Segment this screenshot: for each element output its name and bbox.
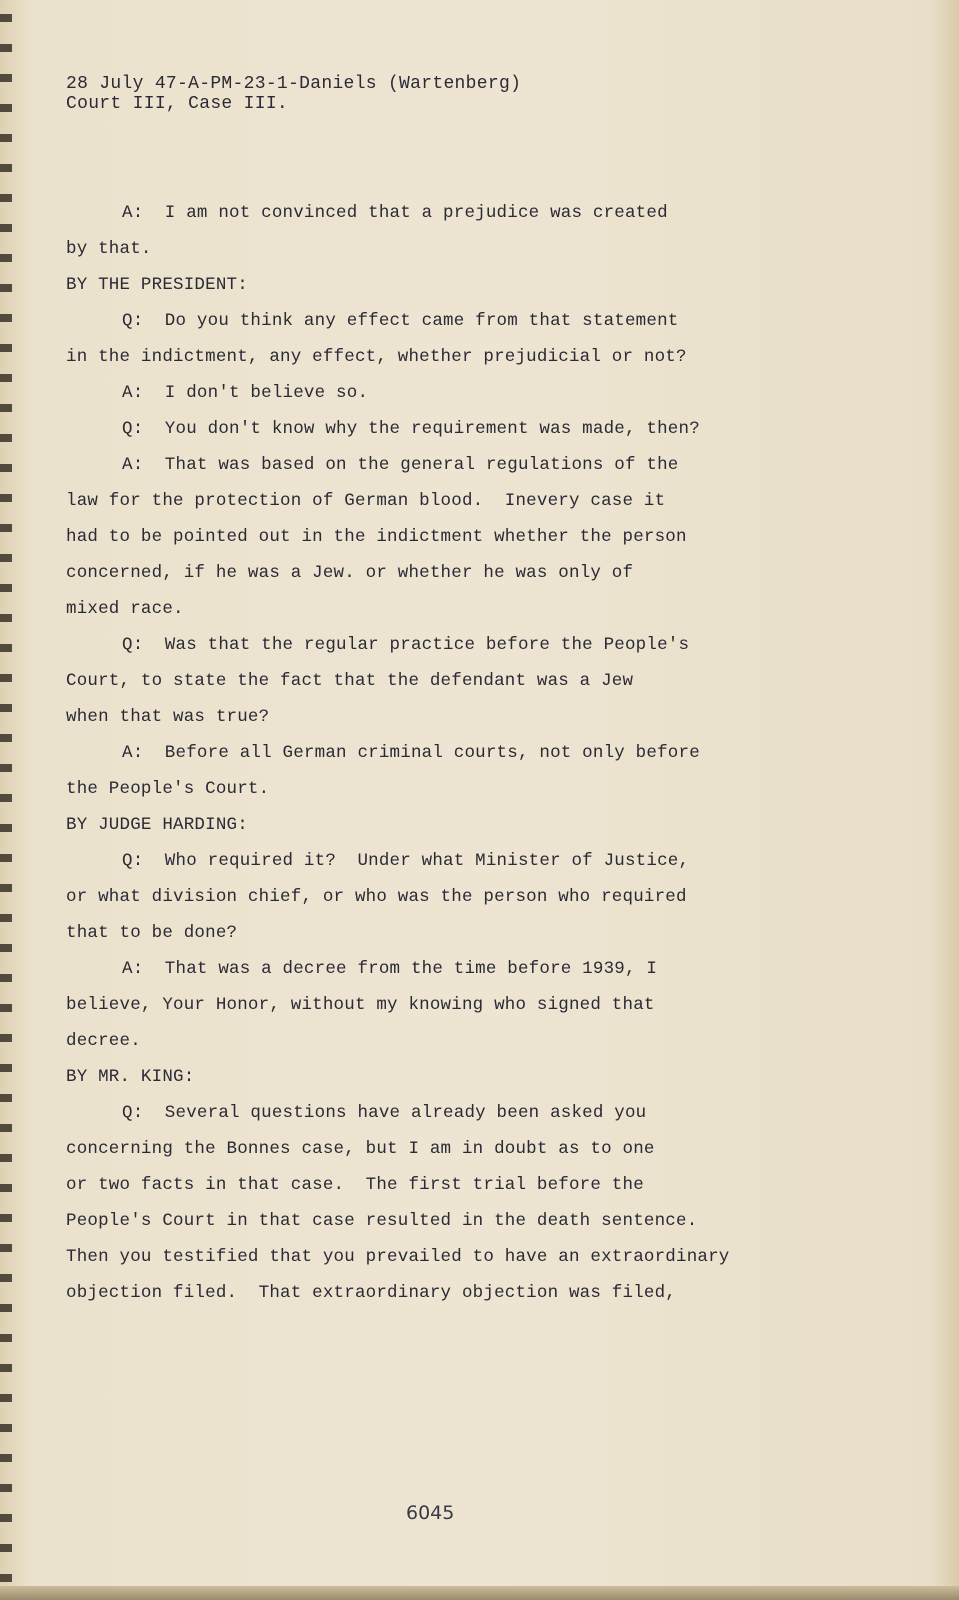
- answer-line: A: I am not convinced that a prejudice was created: [122, 203, 668, 223]
- text-line: decree.: [66, 1031, 141, 1051]
- text-line: or two facts in that case. The first trial before the: [66, 1175, 644, 1195]
- answer-line: A: I don't believe so.: [122, 383, 369, 403]
- page-number: 6045: [406, 1502, 455, 1524]
- text-line: objection filed. That extraordinary objection was filed,: [66, 1283, 676, 1303]
- question-line: Q: You don't know why the requirement was made, then?: [122, 419, 700, 439]
- question-line: Q: Several questions have already been asked you: [122, 1103, 647, 1123]
- text-line: had to be pointed out in the indictment whether the person: [66, 527, 687, 547]
- text-line: or what division chief, or who was the person who required: [66, 887, 687, 907]
- question-line: Q: Who required it? Under what Minister of Justice,: [122, 851, 690, 871]
- answer-line: A: That was a decree from the time before 1939, I: [122, 959, 658, 979]
- header-line-1: 28 July 47-A-PM-23-1-Daniels (Wartenberg): [66, 74, 522, 94]
- question-line: Q: Was that the regular practice before the People's: [122, 635, 690, 655]
- header-line-2: Court III, Case III.: [66, 94, 289, 114]
- transcript-body: [66, 195, 866, 1311]
- text-line: believe, Your Honor, without my knowing who signed that: [66, 995, 655, 1015]
- speaker-heading: BY JUDGE HARDING:: [66, 815, 248, 835]
- speaker-heading: BY THE PRESIDENT:: [66, 275, 248, 295]
- text-line: Court, to state the fact that the defendant was a Jew: [66, 671, 634, 691]
- text-line: law for the protection of German blood. Inevery case it: [66, 491, 666, 511]
- text-line: when that was true?: [66, 707, 270, 727]
- answer-line: A: Before all German criminal courts, not only before: [122, 743, 700, 763]
- text-line: concerning the Bonnes case, but I am in doubt as to one: [66, 1139, 655, 1159]
- question-line: Q: Do you think any effect came from that statement: [122, 311, 679, 331]
- transcript-header: [66, 74, 521, 114]
- text-line: by that.: [66, 239, 152, 259]
- page-bottom-edge: [0, 1586, 959, 1600]
- text-line: Then you testified that you prevailed to have an extraordinary: [66, 1247, 730, 1267]
- text-line: the People's Court.: [66, 779, 270, 799]
- text-line: People's Court in that case resulted in the death sentence.: [66, 1211, 698, 1231]
- speaker-heading: BY MR. KING:: [66, 1067, 195, 1087]
- binder-holes: [0, 0, 12, 1600]
- text-line: that to be done?: [66, 923, 238, 943]
- answer-line: A: That was based on the general regulations of the: [122, 455, 679, 475]
- text-line: mixed race.: [66, 599, 184, 619]
- text-line: concerned, if he was a Jew. or whether he was only of: [66, 563, 634, 583]
- text-line: in the indictment, any effect, whether prejudicial or not?: [66, 347, 687, 367]
